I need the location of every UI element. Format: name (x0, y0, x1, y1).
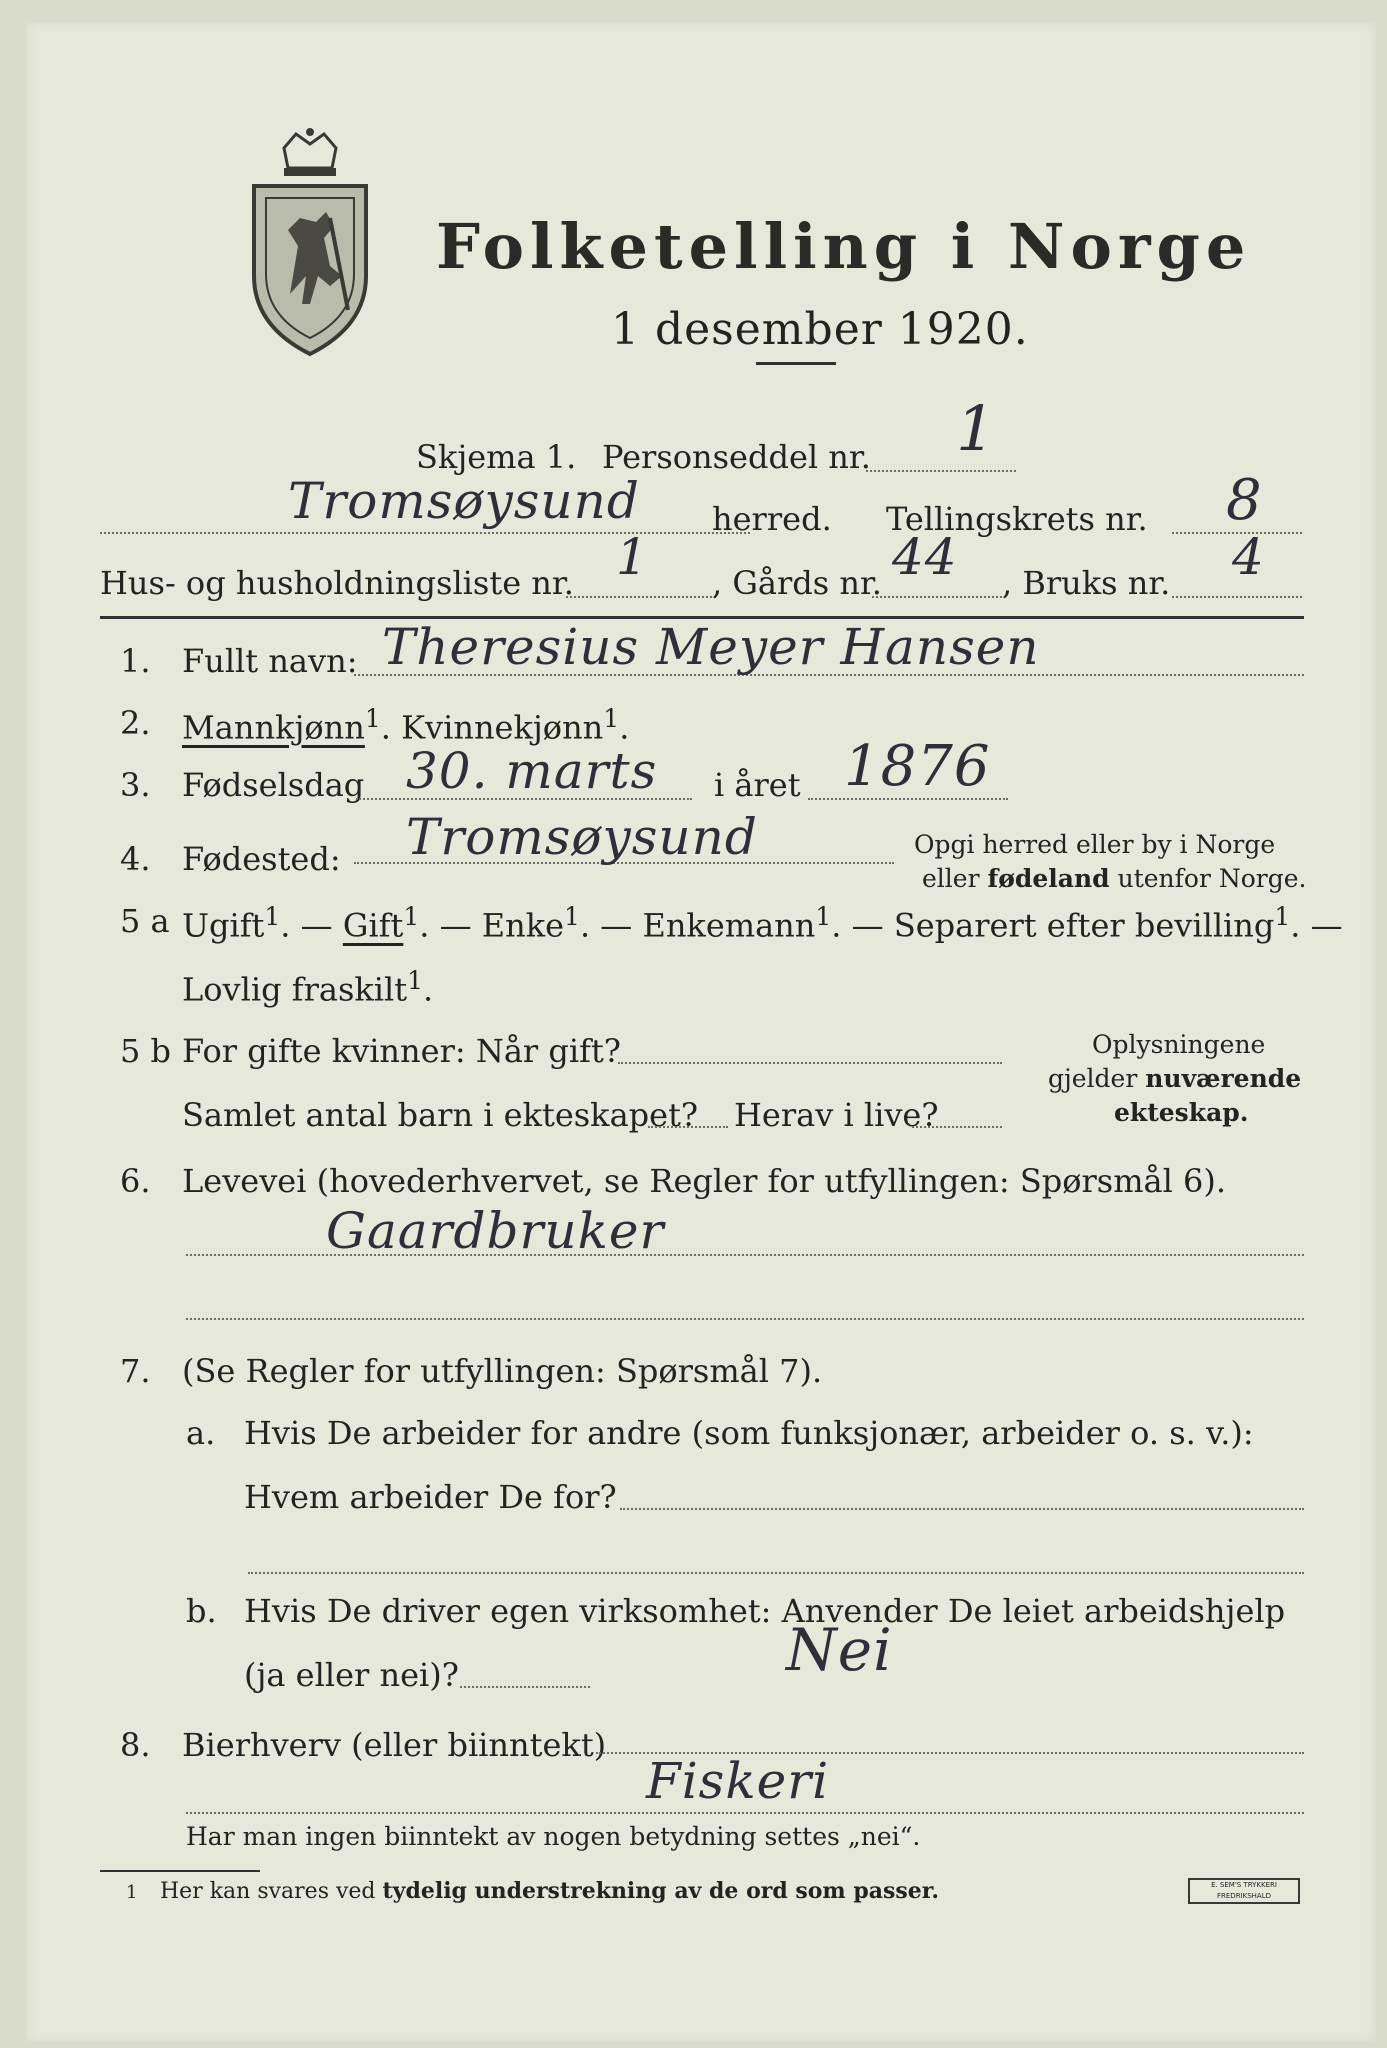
gift-option[interactable]: Gift (342, 906, 404, 945)
census-date: 1 desember 1920. (611, 304, 1029, 355)
q7a-line-2: Hvem arbeider De for? (244, 1478, 617, 1516)
printer-stamp: E. SEM'S TRYKKERI FREDRIKSHALD (1188, 1878, 1300, 1904)
kvinnekjonn-option[interactable]: Kvinnekjønn (401, 708, 604, 747)
bruks-label: , Bruks nr. (1002, 564, 1171, 602)
personseddel-label: Personseddel nr. (602, 438, 871, 476)
side-income-value[interactable]: Fiskeri (646, 1752, 830, 1810)
title-divider (756, 362, 836, 365)
gards-label: , Gårds nr. (712, 564, 882, 602)
q6-line-2 (186, 1318, 1304, 1320)
q5b-married-line (618, 1062, 1002, 1064)
q7a-letter: a. (186, 1414, 216, 1452)
q3-label: Fødselsdag (182, 766, 365, 804)
q5b-alive-line (912, 1126, 1002, 1128)
q2-options: Mannkjønn$^1$. Kvinnekjønn$^1$. (182, 704, 630, 747)
q3-year-label: i året (714, 766, 801, 804)
q7b-line-1: Hvis De driver egen virksomhet: Anvender De leiet arbeidshjelp (244, 1592, 1286, 1630)
herred-line (100, 532, 750, 534)
q5b-line-2a: Samlet antal barn i ekteskapet? (182, 1096, 699, 1134)
enke-option[interactable]: Enke (481, 906, 565, 945)
herred-value[interactable]: Tromsøysund (288, 472, 640, 530)
q6-number: 6. (120, 1162, 151, 1200)
mannkjonn-option[interactable]: Mannkjønn (182, 708, 365, 747)
q7-label: (Se Regler for utfyllingen: Spørsmål 7). (182, 1352, 823, 1390)
q1-label: Fullt navn: (182, 642, 358, 680)
hus-label: Hus- og husholdningsliste nr. (100, 564, 574, 602)
q5a-line-2: Lovlig fraskilt$^1$. (182, 966, 434, 1009)
q5b-number: 5 b (120, 1032, 172, 1070)
q8-number: 8. (120, 1726, 151, 1764)
hus-line (566, 596, 716, 598)
q8-line-2 (186, 1812, 1304, 1814)
tellingskrets-label: Tellingskrets nr. (886, 500, 1148, 538)
bruks-line (1172, 596, 1302, 598)
q8-label: Bierhverv (eller biinntekt) (182, 1726, 607, 1764)
q7a-line-1: Hvis De arbeider for andre (som funksjonær, arbeider o. s. v.): (244, 1414, 1254, 1452)
bruks-value[interactable]: 4 (1232, 528, 1265, 586)
q8-note: Har man ingen biinntekt av nogen betydning settes „nei“. (186, 1822, 921, 1851)
q7b-answer-value[interactable]: Nei (786, 1616, 893, 1684)
q5b-children-line (648, 1126, 728, 1128)
personseddel-line (866, 470, 1016, 472)
q7b-letter: b. (186, 1592, 217, 1630)
birth-year-value[interactable]: 1876 (844, 734, 991, 799)
footnote-text: Her kan svares ved tydelig understrekning av de ord som passer. (160, 1878, 940, 1904)
q5b-note-3: ekteskap. (1114, 1098, 1249, 1127)
q4-label: Fødested: (182, 840, 341, 878)
skjema-label: Skjema 1. (416, 438, 577, 476)
q5a-number: 5 a (120, 902, 170, 940)
fraskilt-option[interactable]: Lovlig fraskilt (182, 970, 408, 1009)
full-name-value[interactable]: Theresius Meyer Hansen (382, 618, 1040, 676)
q7a-extra-line (248, 1572, 1304, 1574)
gards-value[interactable]: 44 (892, 528, 958, 586)
footnote-rule (100, 1870, 260, 1872)
birthplace-value[interactable]: Tromsøysund (406, 808, 758, 866)
q4-number: 4. (120, 840, 151, 878)
gards-line (872, 596, 1002, 598)
ugift-option[interactable]: Ugift (182, 906, 265, 945)
q5b-note-2: gjelder nuværende (1048, 1064, 1302, 1093)
q7a-employer-line (620, 1508, 1304, 1510)
q5b-line-1: For gifte kvinner: Når gift? (182, 1032, 621, 1070)
tellingskrets-value[interactable]: 8 (1226, 468, 1263, 533)
birth-date-value[interactable]: 30. marts (406, 742, 658, 800)
personseddel-value[interactable]: 1 (956, 392, 997, 465)
q7-number: 7. (120, 1352, 151, 1390)
occupation-value[interactable]: Gaardbruker (326, 1202, 665, 1260)
q4-note-2: eller fødeland utenfor Norge. (922, 864, 1307, 893)
herred-label: herred. (712, 500, 832, 538)
q6-label: Levevei (hovederhvervet, se Regler for utfyllingen: Spørsmål 6). (182, 1162, 1227, 1200)
q3-number: 3. (120, 766, 151, 804)
hus-value[interactable]: 1 (616, 528, 649, 586)
q7b-line-2: (ja eller nei)? (244, 1656, 459, 1694)
q4-note-1: Opgi herred eller by i Norge (914, 830, 1276, 859)
q1-number: 1. (120, 642, 151, 680)
q5b-line-2b: Herav i live? (734, 1096, 939, 1134)
footnote-mark: 1 (126, 1882, 138, 1903)
q5a-options: Ugift$^1$. — Gift$^1$. — Enke$^1$. — Enkemann$^1$. — Separert efter bevilling$^1$. — (182, 902, 1343, 945)
q7b-answer-line (460, 1686, 590, 1688)
form-title: Folketelling i Norge (436, 210, 1252, 283)
q6-line-1 (186, 1254, 1304, 1256)
q2-number: 2. (120, 704, 151, 742)
q5b-note-1: Oplysningene (1092, 1030, 1266, 1059)
census-form (26, 22, 1376, 2042)
coat-of-arms-icon (244, 126, 376, 358)
separert-option[interactable]: Separert efter bevilling (893, 906, 1275, 945)
enkemann-option[interactable]: Enkemann (642, 906, 816, 945)
